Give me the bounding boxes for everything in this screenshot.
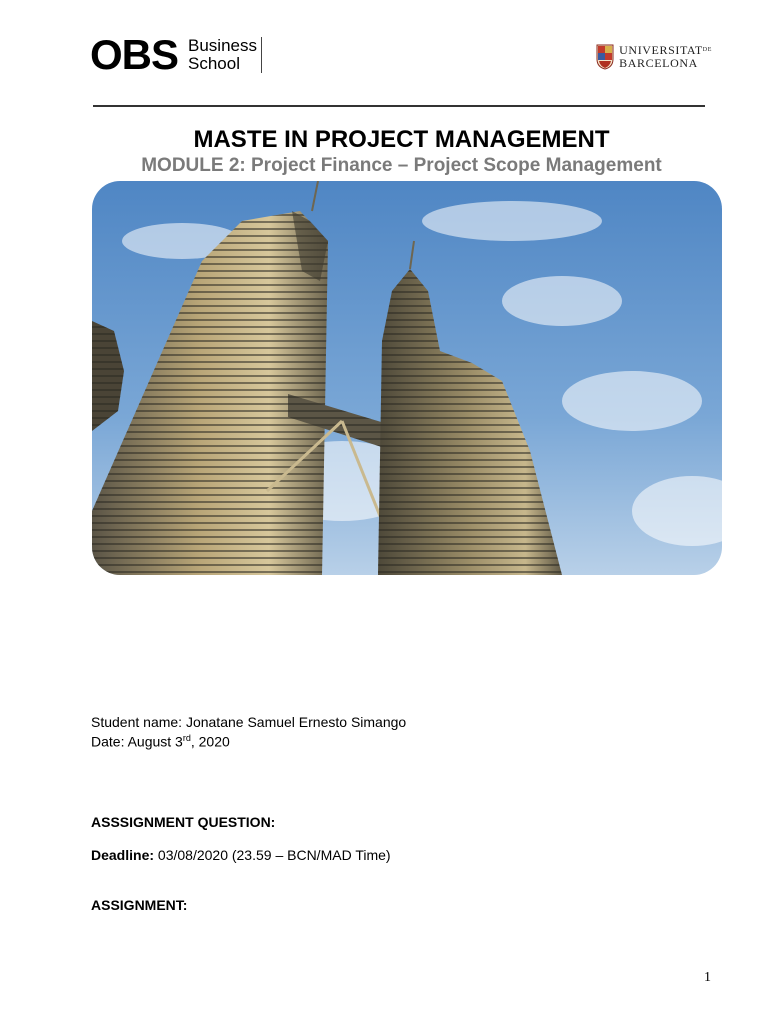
deadline-label: Deadline: xyxy=(91,847,155,863)
deadline-line xyxy=(91,847,391,863)
submission-date xyxy=(91,730,406,750)
obs-logo-mark: OBS xyxy=(90,31,179,78)
date-suffix: , 2020 xyxy=(190,733,230,750)
student-info xyxy=(91,714,406,750)
student-name: Student name: Jonatane Samuel Ernesto Simango xyxy=(91,714,407,730)
assignment-question-heading: ASSSIGNMENT QUESTION: xyxy=(91,814,276,830)
twin-towers-photo xyxy=(92,181,722,575)
obs-logo xyxy=(90,31,262,78)
assignment-heading: ASSIGNMENT: xyxy=(91,897,188,913)
header-divider xyxy=(93,105,705,107)
ub-logo-line2: BARCELONA xyxy=(619,56,698,70)
date-prefix: Date: August 3 xyxy=(91,733,183,750)
obs-logo-subtitle xyxy=(188,37,262,73)
obs-logo-line2: School xyxy=(188,54,240,73)
document-subtitle: MODULE 2: Project Finance – Project Scope Management xyxy=(141,155,662,176)
date-ordinal-suffix: rd xyxy=(182,733,191,743)
document-title: MASTE IN PROJECT MANAGEMENT xyxy=(193,126,610,153)
ub-logo xyxy=(596,44,712,70)
page-number: 1 xyxy=(704,970,711,985)
ub-logo-line1-sup: DE xyxy=(702,47,712,53)
obs-logo-line1: Business xyxy=(188,36,257,55)
deadline-value: 03/08/2020 (23.59 – BCN/MAD Time) xyxy=(154,847,391,863)
cover-image xyxy=(92,181,722,575)
ub-logo-text xyxy=(619,44,712,70)
university-shield-icon xyxy=(596,44,614,70)
ub-logo-line1: UNIVERSITAT xyxy=(619,43,703,57)
